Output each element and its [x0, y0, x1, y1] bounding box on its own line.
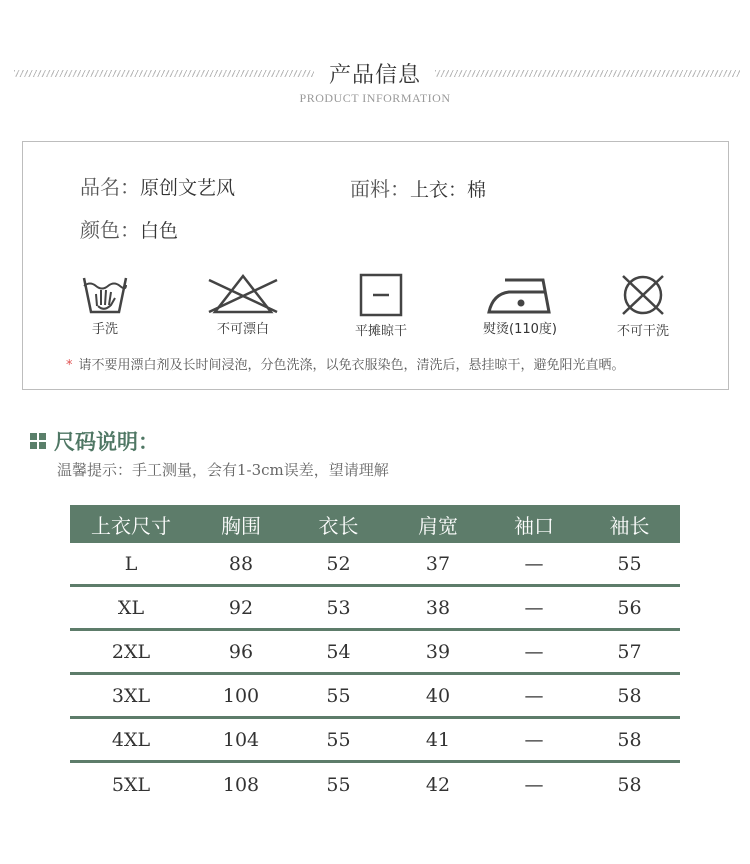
no-bleach-icon — [207, 272, 279, 316]
table-cell: 41 — [425, 728, 451, 751]
table-cell: — — [524, 684, 544, 707]
product-fabric — [350, 173, 486, 202]
section-title: 产品信息 — [328, 63, 421, 88]
table-cell: 55 — [326, 728, 351, 751]
size-title: 尺码说明： — [54, 429, 159, 454]
table-cell: — — [524, 596, 544, 619]
size-tip: 温馨提示：手工测量，会有1-3cm误差，望请理解 — [57, 461, 389, 479]
table-cell: — — [524, 774, 544, 796]
care-label: 不可漂白 — [216, 322, 269, 337]
table-row — [70, 587, 680, 631]
table-cell: 108 — [222, 774, 260, 796]
table-header-cell: 上衣尺寸 — [91, 513, 171, 538]
table-header-cell: 胸围 — [221, 513, 261, 538]
table-row — [70, 675, 680, 719]
note-mark: * — [66, 358, 73, 373]
table-row — [70, 631, 680, 675]
table-header-cell: 衣长 — [318, 513, 359, 538]
care-label: 熨烫(110度) — [483, 322, 557, 337]
table-cell: 42 — [425, 774, 451, 796]
table-cell: 88 — [228, 552, 254, 575]
table-header-cell: 袖口 — [514, 513, 554, 538]
table-cell: — — [524, 728, 544, 751]
size-table — [70, 505, 680, 807]
size-section-heading — [30, 426, 159, 456]
table-cell: 92 — [228, 596, 254, 619]
hand-wash-icon — [80, 272, 130, 316]
table-row — [70, 719, 680, 763]
note-text: 请不要用漂白剂及长时间浸泡，分色洗涤，以免衣服染色，清洗后，悬挂晾干，避免阳光直晒。 — [78, 358, 625, 373]
table-cell: 104 — [222, 728, 260, 751]
section-subtitle: PRODUCT INFORMATION — [299, 91, 451, 105]
table-row — [70, 763, 680, 807]
care-label: 平摊晾干 — [354, 324, 407, 339]
table-cell: — — [524, 640, 544, 663]
flat-dry-shade-icon — [358, 272, 404, 318]
table-cell: 58 — [617, 684, 642, 707]
care-label: 手洗 — [91, 322, 118, 337]
product-fabric-label: 面料： — [350, 177, 410, 201]
table-cell: 100 — [222, 684, 260, 707]
care-label: 不可干洗 — [616, 324, 669, 339]
table-header-cell: 袖长 — [609, 513, 650, 538]
table-cell: 57 — [617, 640, 642, 663]
table-cell: 55 — [326, 774, 351, 796]
table-cell: 3XL — [111, 684, 151, 707]
product-fabric-value: 上衣：棉 — [410, 179, 487, 201]
no-tumble-dry-icon — [618, 272, 668, 318]
table-row — [70, 543, 680, 587]
table-cell: 56 — [617, 596, 642, 619]
table-cell: 39 — [425, 640, 451, 663]
table-cell: 55 — [326, 684, 351, 707]
care-iron — [465, 272, 575, 337]
care-no-bleach — [188, 272, 298, 337]
table-cell: 55 — [617, 552, 642, 575]
table-cell: 2XL — [111, 640, 151, 663]
product-color-label: 颜色： — [80, 218, 140, 242]
iron-icon — [485, 272, 555, 316]
grid-bullet-icon — [30, 433, 46, 449]
table-cell: 40 — [425, 684, 451, 707]
care-no-tumble-dry — [588, 272, 698, 339]
table-cell: 54 — [326, 640, 351, 663]
table-cell: 58 — [617, 728, 642, 751]
table-cell: 38 — [425, 596, 451, 619]
table-header-cell: 肩宽 — [418, 513, 458, 538]
care-flat-dry-shade — [326, 272, 436, 339]
table-cell: 37 — [425, 552, 451, 575]
table-header-row — [70, 505, 680, 543]
table-cell: 52 — [326, 552, 351, 575]
product-color-value: 白色 — [140, 220, 179, 242]
product-name-label: 品名： — [80, 175, 140, 199]
table-cell: L — [124, 552, 138, 575]
table-cell: 58 — [617, 774, 642, 796]
table-cell: 4XL — [111, 728, 151, 751]
table-cell: XL — [117, 596, 145, 619]
product-name-value: 原创文艺风 — [140, 177, 236, 199]
table-cell: 96 — [228, 640, 254, 663]
table-cell: 53 — [326, 596, 351, 619]
product-name — [80, 171, 235, 200]
table-cell: 5XL — [111, 774, 151, 796]
product-color — [80, 214, 178, 243]
care-note — [66, 354, 625, 373]
table-cell: — — [524, 552, 544, 575]
care-hand-wash — [50, 272, 160, 337]
